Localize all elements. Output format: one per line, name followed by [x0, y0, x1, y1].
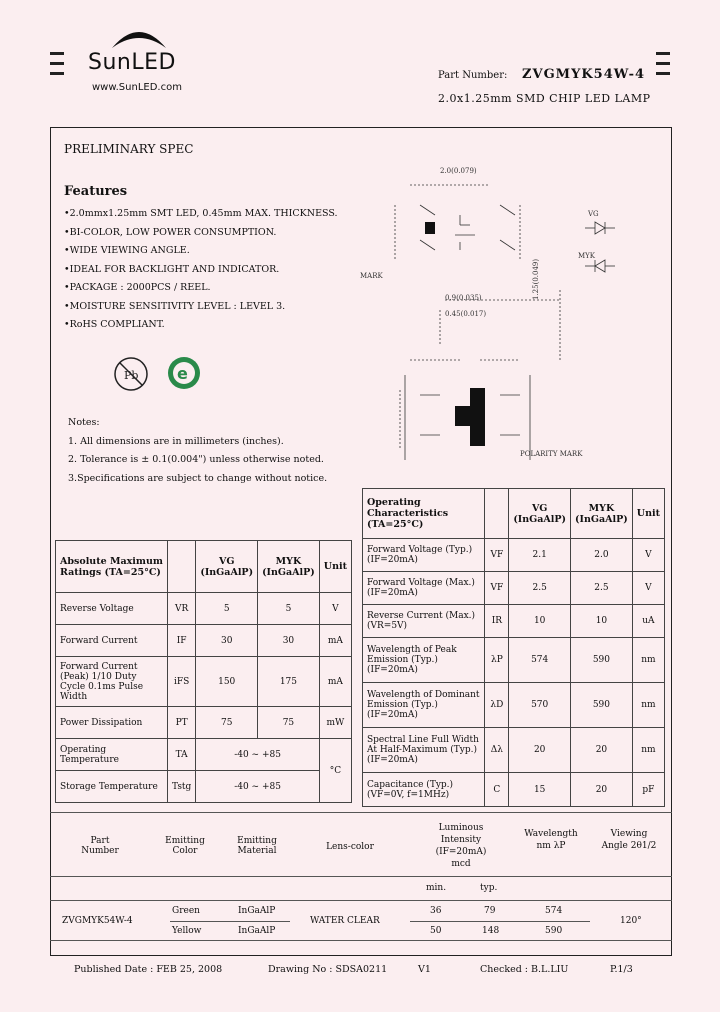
part-number-label: Part Number: — [438, 70, 508, 81]
sel-row2-min: 50 — [430, 926, 442, 936]
notes-title: Notes: — [68, 417, 100, 428]
cell: mA — [319, 657, 351, 707]
cell: Δλ — [485, 728, 509, 773]
polarity-mark-label: POLARITY MARK — [520, 450, 583, 458]
dim-top: 2.0(0.079) — [440, 167, 477, 175]
cell: Power Dissipation — [56, 707, 168, 739]
abs-max-header: Absolute Maximum Ratings (TA=25°C) — [56, 541, 168, 593]
sel-row1-material: InGaAlP — [238, 906, 276, 916]
feature-item: • BI-COLOR, LOW POWER CONSUMPTION. — [64, 224, 338, 243]
feature-item: • MOISTURE SENSITIVITY LEVEL : LEVEL 3. — [64, 298, 338, 317]
cell: 574 — [509, 638, 571, 683]
table-row — [363, 605, 665, 638]
cell: pF — [632, 773, 664, 807]
cell: 75 — [196, 707, 258, 739]
note-item: 1. All dimensions are in millimeters (inches). — [68, 435, 284, 447]
sel-typ-label: typ. — [480, 883, 498, 893]
selection-bottom-rule — [50, 940, 672, 941]
table-row — [56, 707, 352, 739]
selection-row-rule — [170, 921, 290, 922]
cell: Forward Voltage (Typ.) (IF=20mA) — [363, 539, 485, 572]
sel-header-color: Emitting Color — [165, 836, 205, 856]
abs-max-header: Unit — [319, 541, 351, 593]
version: V1 — [418, 964, 431, 975]
part-number: ZVGMYK54W-4 — [522, 67, 646, 82]
cell: 10 — [509, 605, 571, 638]
cell: Wavelength of Dominant Emission (Typ.) (IF=20mA) — [363, 683, 485, 728]
page-number: P.1/3 — [610, 964, 633, 975]
cell: 20 — [571, 773, 633, 807]
cell: 20 — [571, 728, 633, 773]
sunled-logo-arc-icon — [108, 22, 170, 48]
cell: PT — [167, 707, 195, 739]
cell: TA — [167, 739, 195, 771]
cell: Storage Temperature — [56, 771, 168, 803]
cell: nm — [632, 728, 664, 773]
table-row — [56, 593, 352, 625]
cell: VF — [485, 539, 509, 572]
cell: 2.0 — [571, 539, 633, 572]
feature-item: • 2.0mmx1.25mm SMT LED, 0.45mm MAX. THICKNESS. — [64, 205, 338, 224]
cell: 10 — [571, 605, 633, 638]
mark-label: MARK — [360, 272, 383, 280]
cell: Capacitance (Typ.) (VF=0V, f=1MHz) — [363, 773, 485, 807]
feature-item: • RoHS COMPLIANT. — [64, 316, 338, 335]
brand-url: www.SunLED.com — [92, 82, 182, 93]
cell: 5 — [196, 593, 258, 625]
cell: VR — [167, 593, 195, 625]
abs-max-table — [55, 540, 352, 803]
abs-max-header — [167, 541, 195, 593]
cell: -40 ~ +85 — [196, 739, 319, 771]
cell: 2.1 — [509, 539, 571, 572]
cell: V — [319, 593, 351, 625]
table-row — [56, 625, 352, 657]
cell: -40 ~ +85 — [196, 771, 319, 803]
notes — [68, 414, 327, 488]
sel-row1-color: Green — [172, 906, 200, 916]
abs-max-header: VG (InGaAlP) — [196, 541, 258, 593]
svg-text:e: e — [177, 364, 188, 383]
circuit-bottom-label: MYK — [578, 252, 596, 260]
cell: 30 — [258, 625, 320, 657]
table-row — [363, 728, 665, 773]
package-drawing — [350, 160, 650, 480]
op-char-header: Unit — [632, 489, 664, 539]
cell: IF — [167, 625, 195, 657]
sel-header-material: Emitting Material — [237, 836, 277, 856]
cell: 2.5 — [571, 572, 633, 605]
feature-item: • PACKAGE : 2000PCS / REEL. — [64, 279, 338, 298]
cell: uA — [632, 605, 664, 638]
sel-header-wavelength: Wavelength nm λP — [524, 829, 578, 851]
feature-item: • WIDE VIEWING ANGLE. — [64, 242, 338, 261]
cell: nm — [632, 683, 664, 728]
cell: 590 — [571, 638, 633, 683]
cell: 30 — [196, 625, 258, 657]
brand-logo: SunLED — [88, 50, 176, 75]
sel-header-part: Part Number — [81, 836, 119, 856]
selection-sub-rule — [50, 900, 672, 901]
selection-mid-rule — [50, 876, 672, 877]
table-row — [363, 638, 665, 683]
sel-row1-wl: 574 — [545, 906, 563, 916]
cell: V — [632, 572, 664, 605]
dim-c: 1.25(0.049) — [532, 258, 540, 300]
svg-text:Pb: Pb — [124, 369, 139, 382]
circuit-top-label: VG — [588, 210, 599, 218]
table-row — [363, 572, 665, 605]
cell: nm — [632, 638, 664, 683]
features-title: Features — [64, 184, 128, 199]
cell: C — [485, 773, 509, 807]
checked-by: Checked : B.L.LIU — [480, 964, 569, 975]
feature-item: • IDEAL FOR BACKLIGHT AND INDICATOR. — [64, 261, 338, 280]
spec-title: PRELIMINARY SPEC — [64, 142, 194, 156]
table-row — [56, 771, 352, 803]
op-char-header — [485, 489, 509, 539]
cell: Spectral Line Full Width At Half-Maximum (Typ.) (IF=20mA) — [363, 728, 485, 773]
cell: 590 — [571, 683, 633, 728]
sel-header-angle: Viewing Angle 2θ1/2 — [601, 829, 657, 851]
cell: iFS — [167, 657, 195, 707]
cell: mA — [319, 625, 351, 657]
op-char-table — [362, 488, 665, 807]
op-char-header: Operating Characteristics (TA=25°C) — [363, 489, 485, 539]
sel-row1-min: 36 — [430, 906, 442, 916]
cell: Forward Voltage (Max.) (IF=20mA) — [363, 572, 485, 605]
cell: Wavelength of Peak Emission (Typ.) (IF=20mA) — [363, 638, 485, 683]
dim-b: 0.45(0.017) — [445, 310, 487, 318]
side-mark-left — [50, 52, 64, 76]
cell: Forward Current — [56, 625, 168, 657]
drawing-number: Drawing No : SDSA0211 — [268, 964, 388, 975]
sel-angle: 120° — [620, 916, 642, 926]
sel-row1-typ: 79 — [484, 906, 496, 916]
cell: Reverse Voltage — [56, 593, 168, 625]
cell: mW — [319, 707, 351, 739]
table-row — [56, 739, 352, 771]
cell: 2.5 — [509, 572, 571, 605]
cell: Tstg — [167, 771, 195, 803]
table-row — [363, 773, 665, 807]
sel-header-lens: Lens-color — [326, 842, 374, 852]
cell: V — [632, 539, 664, 572]
cell: °C — [319, 739, 351, 803]
cell: VF — [485, 572, 509, 605]
published-date: Published Date : FEB 25, 2008 — [74, 964, 223, 975]
cell: 175 — [258, 657, 320, 707]
cell: 150 — [196, 657, 258, 707]
op-char-header: MYK (InGaAlP) — [571, 489, 633, 539]
cell: IR — [485, 605, 509, 638]
cell: Reverse Current (Max.) (VR=5V) — [363, 605, 485, 638]
pb-free-icon — [112, 355, 150, 393]
features-list — [64, 205, 338, 335]
cell: λD — [485, 683, 509, 728]
selection-top-rule — [50, 812, 672, 813]
sel-row2-typ: 148 — [482, 926, 500, 936]
side-mark-right — [656, 52, 670, 76]
cell: 75 — [258, 707, 320, 739]
rohs-e-icon — [166, 355, 202, 391]
sel-header-intensity: Luminous Intensity (IF=20mA) mcd — [435, 823, 487, 869]
cell: λP — [485, 638, 509, 683]
note-item: 2. Tolerance is ± 0.1(0.004") unless otherwise noted. — [68, 454, 324, 465]
sel-row2-wl: 590 — [545, 926, 563, 936]
selection-row-rule — [410, 921, 590, 922]
cell: 15 — [509, 773, 571, 807]
cell: Forward Current (Peak) 1/10 Duty Cycle 0.1ms Pulse Width — [56, 657, 168, 707]
abs-max-header: MYK (InGaAlP) — [258, 541, 320, 593]
table-row — [363, 539, 665, 572]
sel-part-number: ZVGMYK54W-4 — [62, 916, 133, 926]
cell: Operating Temperature — [56, 739, 168, 771]
op-char-header: VG (InGaAlP) — [509, 489, 571, 539]
cell: 20 — [509, 728, 571, 773]
sel-row2-color: Yellow — [172, 926, 202, 936]
sel-min-label: min. — [426, 883, 447, 893]
dim-a: 0.9(0.035) — [445, 294, 482, 302]
sel-row2-material: InGaAlP — [238, 926, 276, 936]
product-description: 2.0x1.25mm SMD CHIP LED LAMP — [438, 92, 651, 105]
cell: 5 — [258, 593, 320, 625]
table-row — [56, 657, 352, 707]
table-row — [363, 683, 665, 728]
sel-lens: WATER CLEAR — [310, 916, 380, 926]
cell: 570 — [509, 683, 571, 728]
note-item: 3.Specifications are subject to change without notice. — [68, 472, 328, 484]
